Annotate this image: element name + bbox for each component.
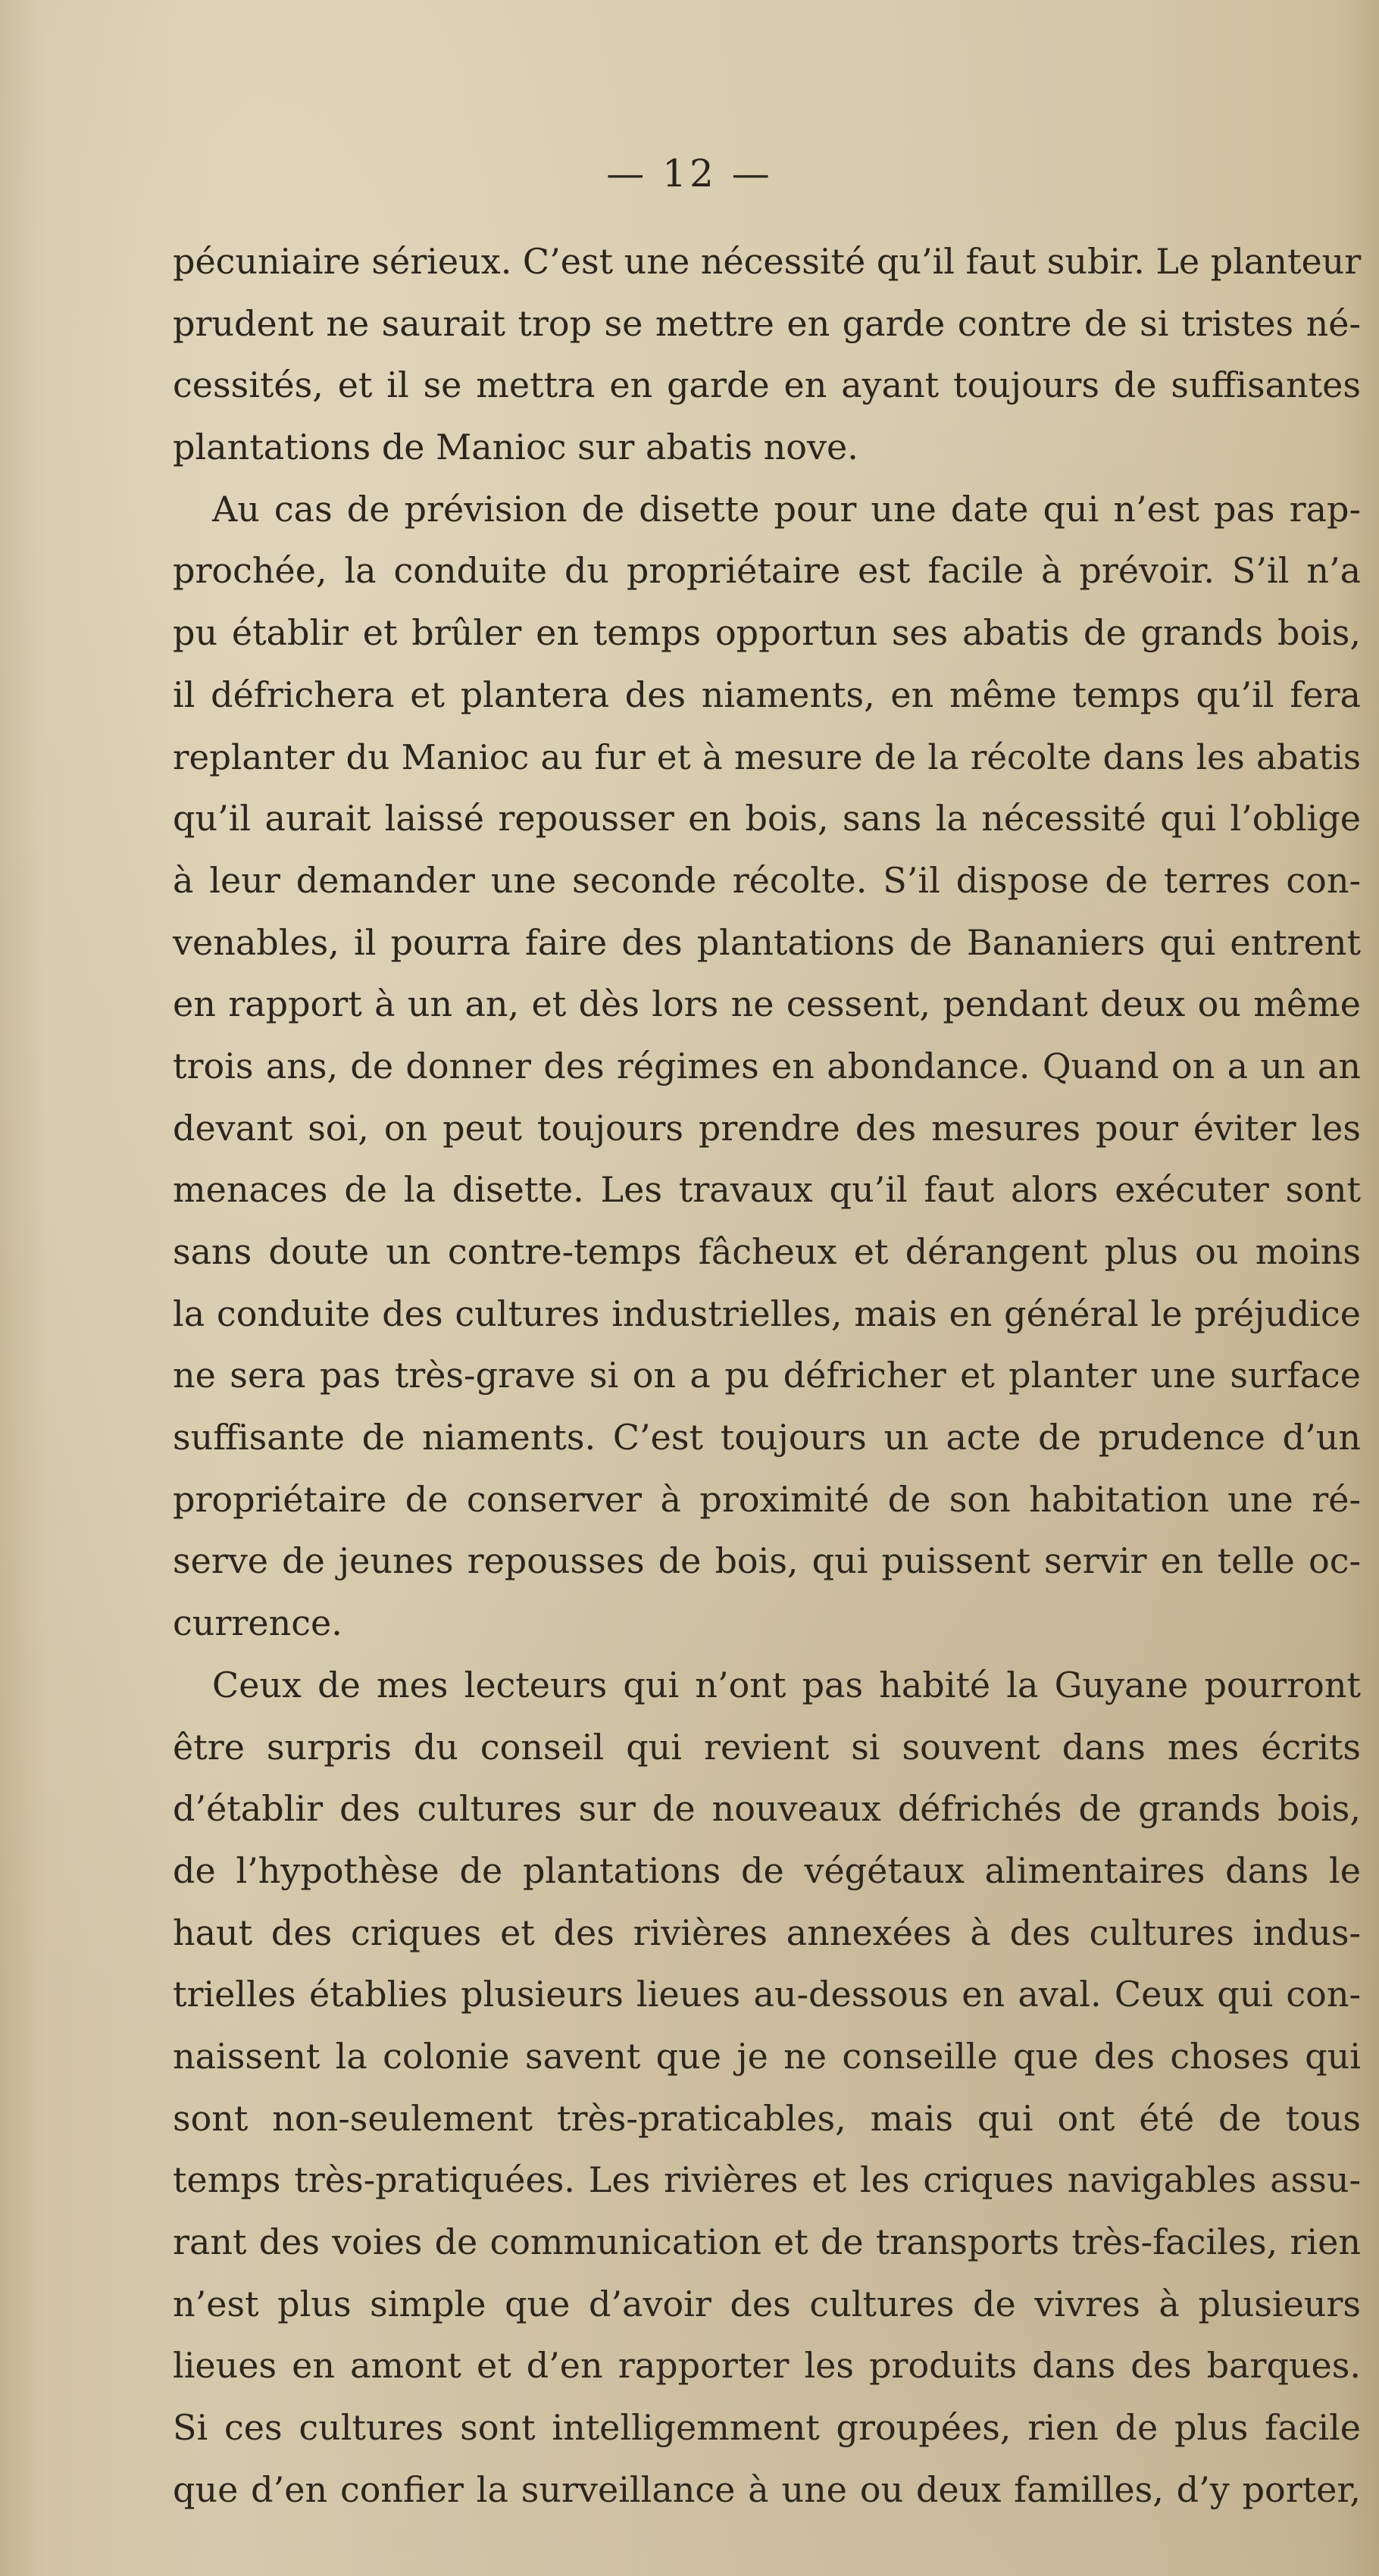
text-line: replanter du Manioc au fur et à mesure de la récolte dans les abatis [173,736,1361,777]
text-line: il défrichera et plantera des niaments, en même temps qu’il fera [173,674,1361,715]
text-line: sans doute un contre-temps fâcheux et dérangent plus ou moins [173,1231,1361,1272]
text-line: trielles établies plusieurs lieues au-dessous en aval. Ceux qui con- [173,1974,1361,2015]
text-line: suffisante de niaments. C’est toujours un acte de prudence d’un [173,1417,1361,1458]
text-line: venables, il pourra faire des plantations de Bananiers qui entrent [173,921,1361,963]
text-line: la conduite des cultures industrielles, mais en général le préjudice [173,1293,1361,1334]
text-line: lieues en amont et d’en rapporter les produits dans des barques. [173,2345,1361,2387]
text-line: propriétaire de conserver à proximité de son habitation une ré- [173,1478,1361,1520]
text-line: Au cas de prévision de disette pour une date qui n’est pas rap- [212,488,1361,530]
text-line: devant soi, on peut toujours prendre des mesures pour éviter les [173,1107,1361,1149]
text-line: trois ans, de donner des régimes en abondance. Quand on a un an [173,1045,1361,1086]
paragraph-1 [173,231,1361,479]
text-line: haut des criques et des rivières annexées à des cultures indus- [173,1912,1361,1953]
text-line: que d’en confier la surveillance à une ou deux familles, d’y porter, [173,2468,1361,2510]
text-block [173,231,1361,2521]
page-number: — 12 — [606,152,773,195]
text-line: prudent ne saurait trop se mettre en garde contre de si tristes né- [173,302,1361,344]
text-line: de l’hypothèse de plantations de végétaux alimentaires dans le [173,1849,1361,1891]
text-line: currence. [173,1602,342,1644]
text-line: temps très-pratiquées. Les rivières et les criques navigables assu- [173,2159,1361,2201]
text-line: cessités, et il se mettra en garde en ayant toujours de suffisantes [173,364,1361,406]
text-line: à leur demander une seconde récolte. S’il dispose de terres con- [173,859,1361,901]
text-line: pécuniaire sérieux. C’est une nécessité qu’il faut subir. Le planteur [173,241,1362,282]
text-line: pu établir et brûler en temps opportun ses abatis de grands bois, [173,612,1361,654]
text-line: être surpris du conseil qui revient si souvent dans mes écrits [173,1726,1361,1768]
paragraph-2 [173,479,1361,1655]
text-line: d’établir des cultures sur de nouveaux défrichés de grands bois, [173,1788,1361,1830]
text-line: en rapport à un an, et dès lors ne cessent, pendant deux ou même [173,983,1361,1025]
text-line: Si ces cultures sont intelligemment groupées, rien de plus facile [173,2407,1361,2449]
text-line: plantations de Manioc sur abatis nove. [173,427,858,468]
text-line: menaces de la disette. Les travaux qu’il faut alors exécuter sont [173,1169,1361,1211]
text-line: n’est plus simple que d’avoir des cultures de vivres à plusieurs [173,2283,1361,2324]
text-line: sont non-seulement très-praticables, mais qui ont été de tous [173,2097,1361,2139]
text-line: serve de jeunes repousses de bois, qui puissent servir en telle oc- [173,1540,1361,1582]
text-line: ne sera pas très-grave si on a pu défricher et planter une surface [173,1355,1361,1396]
text-line: prochée, la conduite du propriétaire est facile à prévoir. S’il n’a [173,550,1361,592]
text-line: Ceux de mes lecteurs qui n’ont pas habité la Guyane pourront [212,1664,1361,1705]
text-line: naissent la colonie savent que je ne conseille que des choses qui [173,2035,1361,2077]
text-line: qu’il aurait laissé repousser en bois, sans la nécessité qui l’oblige [173,798,1361,839]
text-line: rant des voies de communication et de transports très-faciles, rien [173,2221,1361,2262]
paragraph-3 [173,1655,1361,2521]
